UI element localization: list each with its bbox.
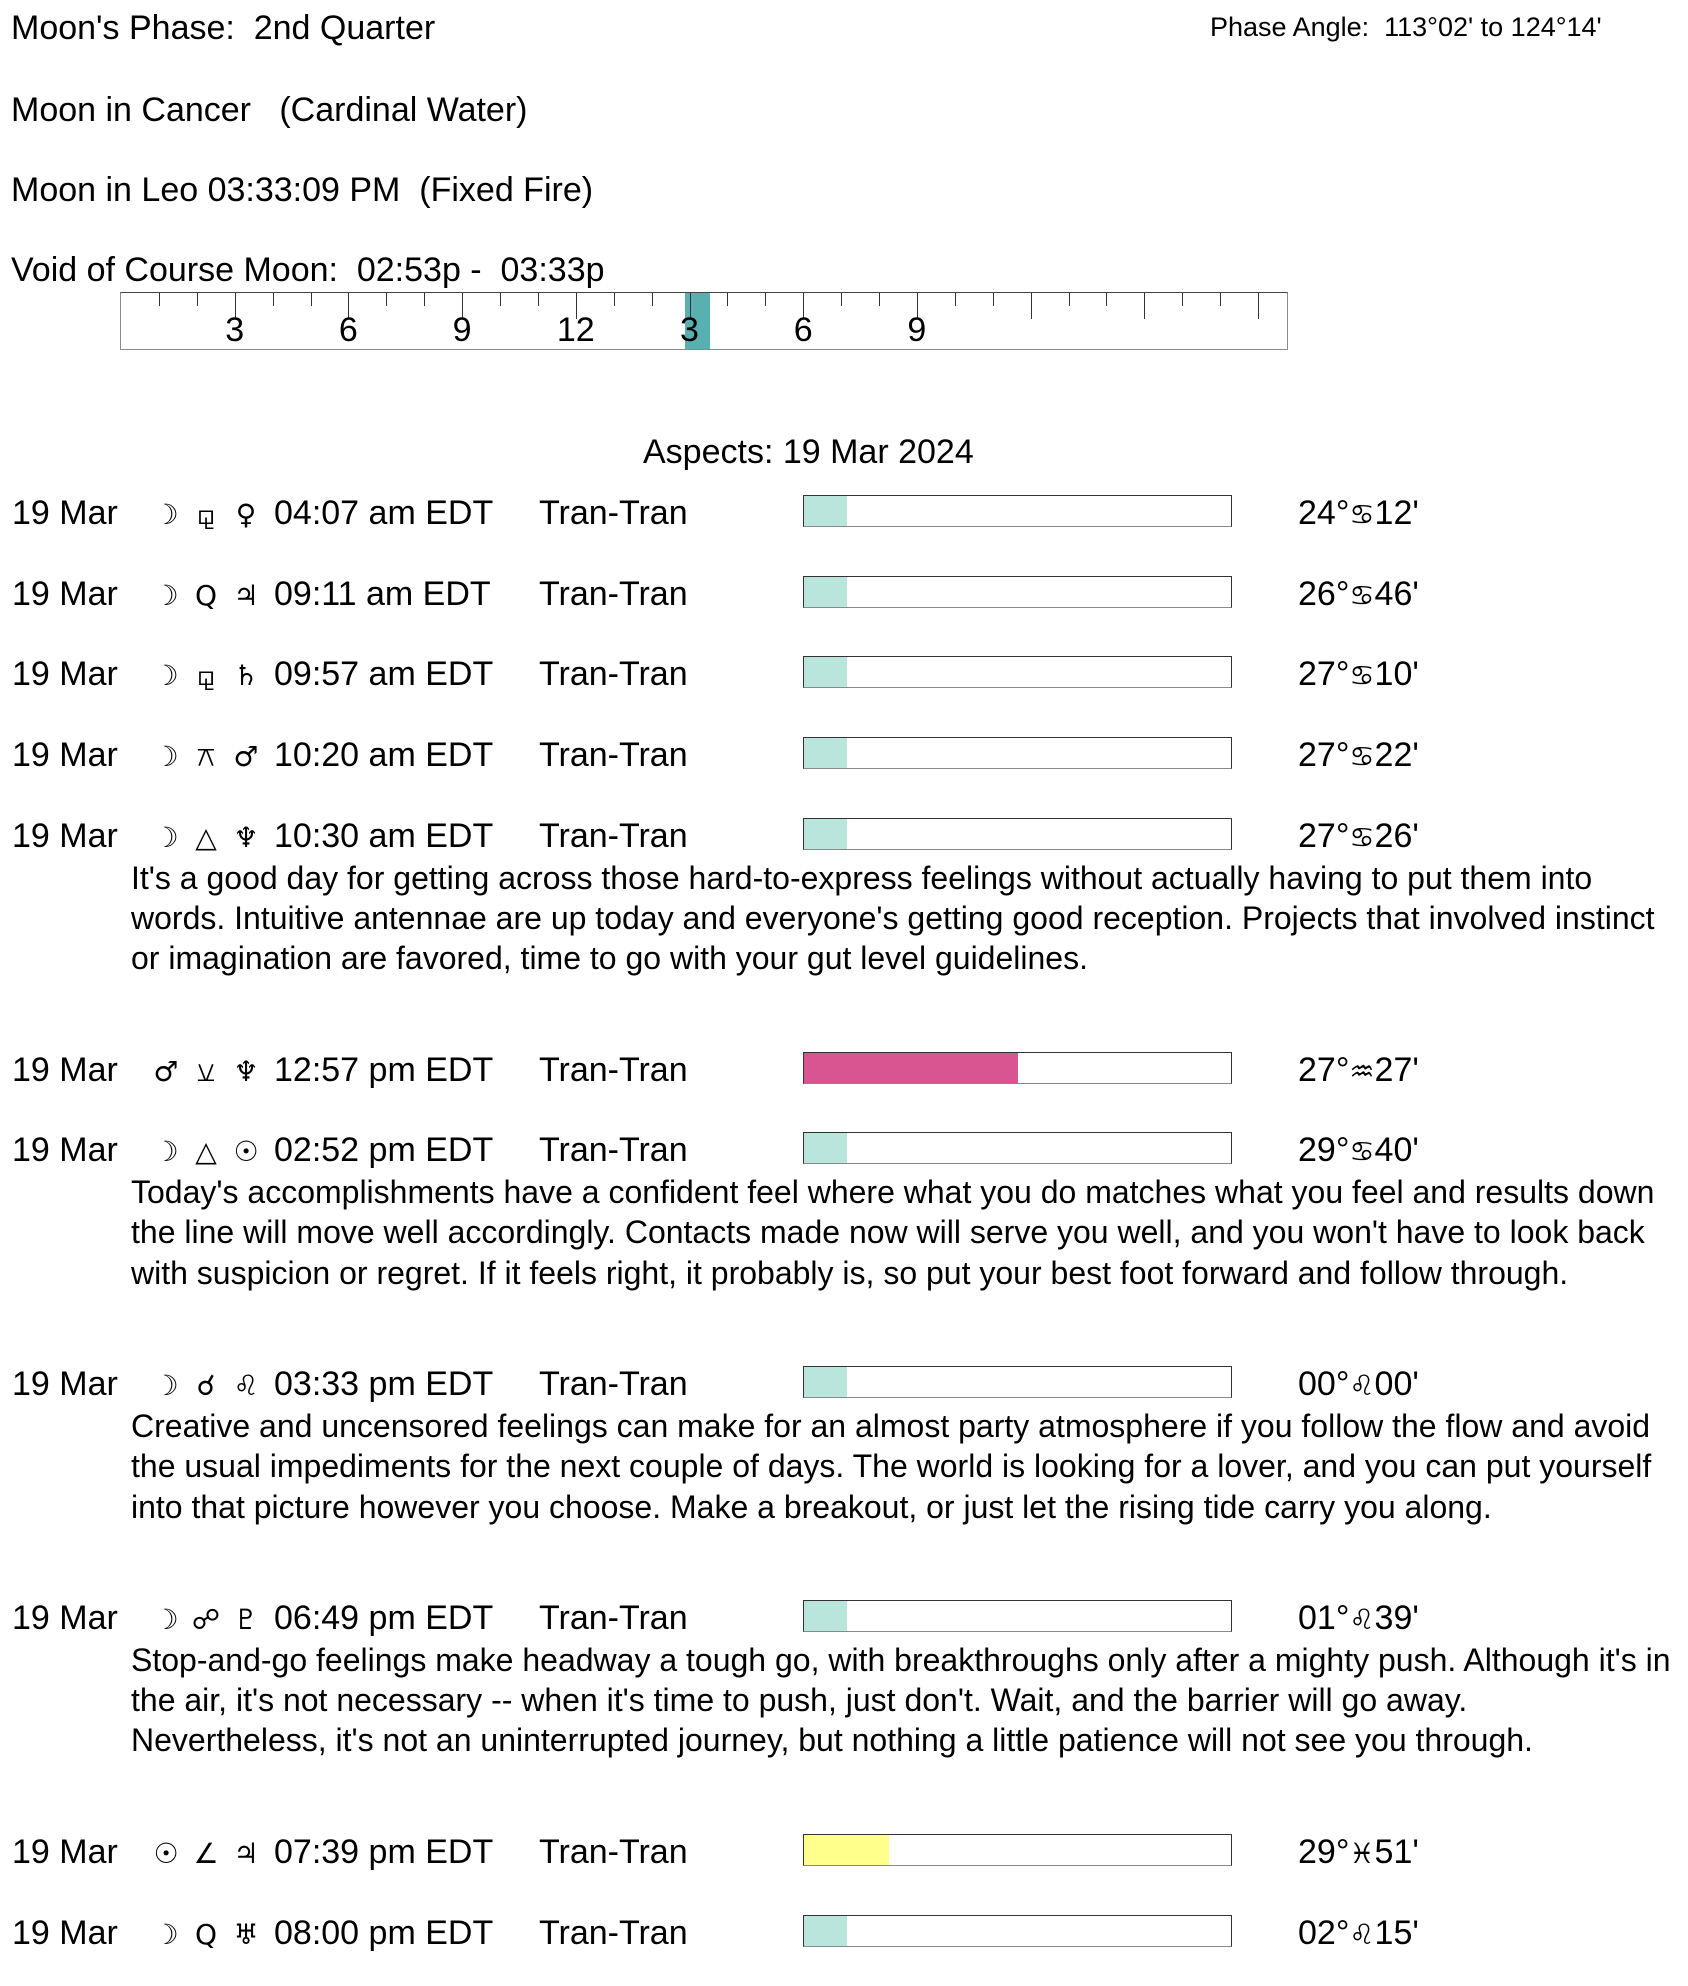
- timeline-tick: [955, 293, 956, 306]
- neptune-icon: ♆: [233, 820, 259, 854]
- timeline-tick: [652, 293, 653, 306]
- minute-value: 39': [1374, 1599, 1419, 1638]
- leo-icon: ♌: [233, 1369, 259, 1403]
- cancer-sign-icon: ♋: [1349, 820, 1375, 854]
- aspect-position: [1298, 1832, 1419, 1874]
- mars-icon: ♂: [153, 1054, 179, 1088]
- moon-icon: ☽: [153, 1369, 179, 1403]
- aspect-strength-bar: [803, 576, 1232, 608]
- degree-value: 29°: [1298, 1131, 1350, 1170]
- degree-value: 27°: [1298, 1050, 1350, 1089]
- minute-value: 22': [1374, 736, 1419, 775]
- timeline-tick: [727, 293, 728, 306]
- timeline-hour-label: 9: [907, 311, 927, 349]
- conjunction-icon: ☌: [196, 1369, 216, 1403]
- aspect-time: 04:07 am EDT: [274, 494, 494, 532]
- timeline-hour-label: 6: [338, 311, 358, 349]
- timeline-tick: [1106, 293, 1107, 306]
- aspect-position: [1298, 654, 1419, 696]
- moon-icon: ☽: [153, 1135, 179, 1169]
- aspect-row: [0, 1130, 1688, 1170]
- timeline-tick: [1031, 293, 1032, 319]
- aspect-strength-bar: [803, 737, 1232, 769]
- aspect-time: 10:20 am EDT: [274, 736, 494, 775]
- moon-icon: ☽: [153, 1917, 179, 1951]
- aspect-strength-bar: [803, 656, 1232, 688]
- moon-sign-ingress: Moon in Leo 03:33:09 PM (Fixed Fire): [11, 171, 594, 209]
- aspect-date: 19 Mar: [12, 655, 118, 694]
- aspect-type: Tran-Tran: [539, 1833, 688, 1872]
- aspect-interpretation: Creative and uncensored feelings can make for an almost party atmosphere if you follow the flow and avoid the usual impediments for the next couple of days. The world is looking for a lover, and you can put yourself into that picture however you choose. Make a breakout, or just let the rising tide carry you along.: [131, 1408, 1652, 1525]
- aspect-interpretation: It's a good day for getting across those hard-to-express feelings without actually having to put them into words. Intuitive antennae are up today and everyone's getting good reception. Projects that involved instinct or imagination are favored, time to go with your gut level guidelines.: [131, 859, 1655, 977]
- aspect-interpretation: Today's accomplishments have a confident feel where what you do matches what you feel and results down the line will move well accordingly. Contacts made now will serve you well, and you won't have to look back with suspicion or regret. If it feels right, it probably is, so put your best foot forward and follow through.: [131, 1174, 1655, 1291]
- aspect-type: Tran-Tran: [539, 1131, 688, 1170]
- moon-sign-current: Moon in Cancer (Cardinal Water): [11, 91, 528, 129]
- moon-icon: ☽: [153, 498, 179, 531]
- aspect-type: Tran-Tran: [539, 736, 688, 775]
- pluto-icon: ♇: [233, 1603, 259, 1637]
- timeline-tick: [311, 293, 312, 306]
- aspects-title: Aspects: 19 Mar 2024: [643, 433, 974, 471]
- timeline-tick: [993, 293, 994, 306]
- timeline-tick: [765, 293, 766, 306]
- aspect-glyphs: [146, 1598, 266, 1640]
- aspect-strength-bar: [803, 1132, 1232, 1164]
- sesquiquadrate-icon: ⚼: [196, 659, 216, 693]
- aspect-date: 19 Mar: [12, 1131, 118, 1170]
- sesquiquadrate-icon: ⚼: [196, 498, 216, 531]
- aspect-time: 09:57 am EDT: [274, 655, 494, 694]
- aspect-type: Tran-Tran: [539, 816, 688, 855]
- minute-value: 10': [1374, 655, 1419, 694]
- timeline-tick: [197, 293, 198, 306]
- aspect-strength-fill: [804, 819, 847, 849]
- aspect-interpretation: Stop-and-go feelings make headway a tough go, with breakthroughs only after a mighty push. Although it's in the air, it's not necessary -- when it's time to push, just don't. Wait, and the barrier will go away. Nevertheless, it's not an uninterrupted journey, but nothing a little patience will not see you through.: [131, 1641, 1671, 1759]
- leo-sign-icon: ♌: [1349, 1369, 1375, 1403]
- aspect-row: [0, 1364, 1688, 1404]
- timeline-hour-label: 9: [452, 311, 472, 349]
- aspect-row: [0, 1050, 1688, 1090]
- degree-value: 24°: [1298, 494, 1350, 532]
- aspect-strength-fill: [804, 1053, 1018, 1083]
- aspect-row: [0, 1832, 1688, 1872]
- aspect-glyphs: [146, 574, 266, 616]
- degree-value: 02°: [1298, 1913, 1350, 1952]
- timeline-tick: [614, 293, 615, 306]
- aspect-position: [1298, 1364, 1419, 1406]
- timeline-tick: [424, 293, 425, 306]
- aspect-row: [0, 735, 1688, 775]
- timeline-tick: [159, 293, 160, 306]
- aspect-position: [1298, 1598, 1419, 1640]
- aspect-row: [0, 574, 1688, 614]
- aspect-glyphs: [146, 1050, 266, 1092]
- aspect-type: Tran-Tran: [539, 494, 688, 532]
- sun-icon: ☉: [233, 1135, 259, 1169]
- aspect-glyphs: [146, 654, 266, 696]
- timeline-tick: [841, 293, 842, 306]
- aspect-time: 07:39 pm EDT: [274, 1833, 494, 1872]
- aspect-strength-bar: [803, 1052, 1232, 1084]
- quintile-icon: Q: [194, 578, 218, 612]
- aspect-row: [0, 1598, 1688, 1638]
- aspect-strength-fill: [804, 1601, 847, 1631]
- degree-value: 01°: [1298, 1599, 1350, 1638]
- uranus-icon: ♅: [233, 1917, 259, 1951]
- day-timeline: [120, 292, 1288, 350]
- minute-value: 26': [1374, 816, 1419, 855]
- aspect-strength-fill: [804, 1133, 847, 1163]
- timeline-tick: [538, 293, 539, 306]
- minute-value: 51': [1374, 1833, 1419, 1872]
- minute-value: 27': [1374, 1050, 1419, 1089]
- aspect-time: 08:00 pm EDT: [274, 1913, 494, 1952]
- minute-value: 00': [1374, 1365, 1419, 1404]
- aspect-strength-fill: [804, 496, 847, 526]
- aspect-type: Tran-Tran: [539, 1365, 688, 1404]
- aspect-date: 19 Mar: [12, 1050, 118, 1089]
- aspect-date: 19 Mar: [12, 574, 118, 613]
- moon-icon: ☽: [153, 740, 179, 774]
- aspect-strength-bar: [803, 495, 1232, 527]
- aspect-glyphs: [146, 1364, 266, 1406]
- trine-icon: △: [195, 1135, 217, 1169]
- aspect-row: [0, 1913, 1688, 1953]
- aspect-type: Tran-Tran: [539, 1599, 688, 1638]
- aspect-date: 19 Mar: [12, 736, 118, 775]
- jupiter-icon: ♃: [233, 578, 259, 612]
- aspect-date: 19 Mar: [12, 816, 118, 855]
- aspect-time: 06:49 pm EDT: [274, 1599, 494, 1638]
- degree-value: 27°: [1298, 655, 1350, 694]
- mars-icon: ♂: [233, 740, 259, 774]
- quincunx-icon: ⚻: [196, 740, 216, 774]
- aspect-position: [1298, 816, 1419, 858]
- degree-value: 29°: [1298, 1833, 1350, 1872]
- aspect-strength-bar: [803, 1834, 1232, 1866]
- trine-icon: △: [195, 820, 217, 854]
- aspect-strength-bar: [803, 818, 1232, 850]
- minute-value: 15': [1374, 1913, 1419, 1952]
- timeline-tick: [1258, 293, 1259, 319]
- sun-icon: ☉: [153, 1837, 179, 1871]
- timeline-tick: [500, 293, 501, 306]
- degree-value: 27°: [1298, 816, 1350, 855]
- aspect-type: Tran-Tran: [539, 574, 688, 613]
- leo-sign-icon: ♌: [1349, 1917, 1375, 1951]
- aspect-time: 02:52 pm EDT: [274, 1131, 494, 1170]
- aspect-strength-fill: [804, 1367, 847, 1397]
- cancer-sign-icon: ♋: [1349, 498, 1375, 531]
- aspect-position: [1298, 1050, 1419, 1092]
- cancer-sign-icon: ♋: [1349, 740, 1375, 774]
- aspect-date: 19 Mar: [12, 494, 118, 532]
- aspect-row: [0, 654, 1688, 694]
- aspect-strength-fill: [804, 577, 847, 607]
- aspect-time: 10:30 am EDT: [274, 816, 494, 855]
- void-of-course-label: Void of Course Moon: 02:53p - 03:33p: [11, 251, 605, 289]
- aspect-position: [1298, 574, 1419, 616]
- degree-value: 27°: [1298, 736, 1350, 775]
- aquarius-sign-icon: ♒: [1349, 1054, 1375, 1088]
- aspect-strength-bar: [803, 1915, 1232, 1947]
- aspect-glyphs: [146, 1130, 266, 1172]
- pisces-sign-icon: ♓: [1349, 1837, 1375, 1871]
- opposition-icon: ☍: [191, 1603, 221, 1637]
- aspect-type: Tran-Tran: [539, 1913, 688, 1952]
- minute-value: 12': [1374, 494, 1419, 532]
- neptune-icon: ♆: [233, 1054, 259, 1088]
- timeline-hour-label: 3: [225, 311, 245, 349]
- degree-value: 00°: [1298, 1365, 1350, 1404]
- timeline-tick: [386, 293, 387, 306]
- quintile-icon: Q: [194, 1917, 218, 1951]
- aspect-row: [0, 493, 1688, 533]
- leo-sign-icon: ♌: [1349, 1603, 1375, 1637]
- moon-icon: ☽: [153, 820, 179, 854]
- aspect-date: 19 Mar: [12, 1599, 118, 1638]
- timeline-hour-label: 6: [793, 311, 813, 349]
- aspect-date: 19 Mar: [12, 1365, 118, 1404]
- aspect-glyphs: [146, 1913, 266, 1955]
- timeline-hour-label: 12: [556, 311, 595, 349]
- aspect-glyphs: [146, 1832, 266, 1874]
- timeline-tick: [1144, 293, 1145, 319]
- moon-icon: ☽: [153, 578, 179, 612]
- semisextile-icon: ⚺: [196, 1054, 216, 1088]
- aspect-date: 19 Mar: [12, 1833, 118, 1872]
- moon-phase-label: Moon's Phase: 2nd Quarter: [11, 9, 436, 47]
- aspect-strength-bar: [803, 1600, 1232, 1632]
- moon-icon: ☽: [153, 1603, 179, 1637]
- aspect-time: 09:11 am EDT: [274, 574, 491, 613]
- aspect-position: [1298, 1130, 1419, 1172]
- cancer-sign-icon: ♋: [1349, 578, 1375, 612]
- moon-icon: ☽: [153, 659, 179, 693]
- aspect-strength-bar: [803, 1366, 1232, 1398]
- aspect-type: Tran-Tran: [539, 655, 688, 694]
- aspect-strength-fill: [804, 738, 847, 768]
- timeline-tick: [273, 293, 274, 306]
- aspect-glyphs: [146, 735, 266, 777]
- aspect-position: [1298, 493, 1419, 535]
- minute-value: 46': [1374, 574, 1419, 613]
- saturn-icon: ♄: [233, 659, 259, 693]
- aspect-position: [1298, 1913, 1419, 1955]
- timeline-tick: [879, 293, 880, 306]
- cancer-sign-icon: ♋: [1349, 1135, 1375, 1169]
- degree-value: 26°: [1298, 574, 1350, 613]
- phase-angle-label: Phase Angle: 113°02' to 124°14': [1210, 12, 1602, 42]
- aspect-glyphs: [146, 493, 266, 535]
- aspect-row: [0, 816, 1688, 856]
- aspect-strength-fill: [804, 1835, 889, 1865]
- aspect-strength-fill: [804, 1916, 847, 1946]
- aspect-glyphs: [146, 816, 266, 858]
- aspect-position: [1298, 735, 1419, 777]
- aspect-time: 03:33 pm EDT: [274, 1365, 494, 1404]
- aspect-time: 12:57 pm EDT: [274, 1050, 494, 1089]
- cancer-sign-icon: ♋: [1349, 659, 1375, 693]
- timeline-tick: [1182, 293, 1183, 306]
- venus-icon: ♀: [235, 498, 257, 531]
- aspect-date: 19 Mar: [12, 1913, 118, 1952]
- aspect-type: Tran-Tran: [539, 1050, 688, 1089]
- timeline-hour-label: 3: [680, 311, 699, 349]
- timeline-tick: [1220, 293, 1221, 306]
- minute-value: 40': [1374, 1131, 1419, 1170]
- aspect-strength-fill: [804, 657, 847, 687]
- semisquare-icon: ∠: [193, 1837, 219, 1871]
- jupiter-icon: ♃: [233, 1837, 259, 1871]
- timeline-tick: [1069, 293, 1070, 306]
